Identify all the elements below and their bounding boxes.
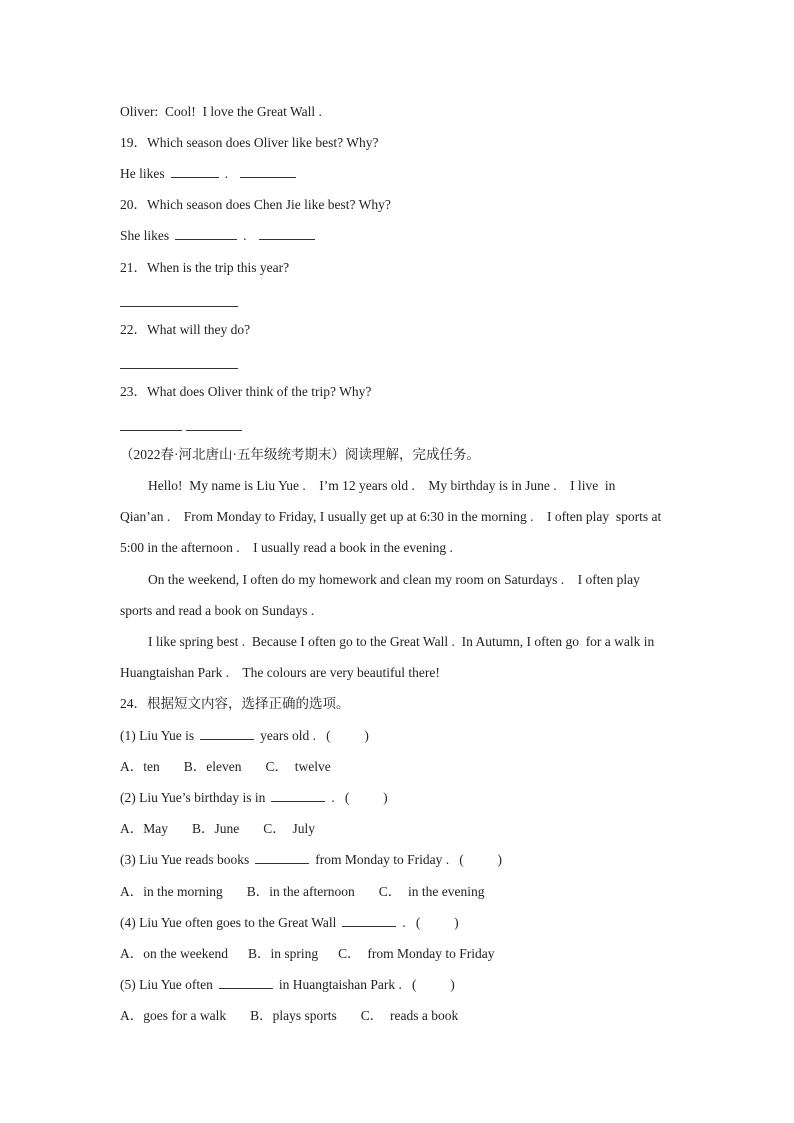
question-20: 20．Which season does Chen Jie like best? Why? xyxy=(120,197,391,212)
mc-options xyxy=(120,882,684,902)
answer-prefix: He likes xyxy=(120,166,165,181)
mc-question xyxy=(120,975,684,995)
mc-stem-tail: in Huangtaishan Park . ( ) xyxy=(278,977,455,992)
passage-line: On the weekend, I often do my homework and clean my room on Saturdays . I often play xyxy=(148,572,640,587)
mc-stem-tail: . ( ) xyxy=(331,790,388,805)
answer-blank[interactable] xyxy=(271,788,325,802)
passage-line: sports and read a book on Sundays . xyxy=(120,603,315,618)
passage-line: 5:00 in the afternoon . I usually read a book in the evening . xyxy=(120,540,453,555)
mc-stem-tail: . ( ) xyxy=(402,915,459,930)
mc-stem-tail: years old . ( ) xyxy=(260,728,369,743)
option-b[interactable]: B．June xyxy=(192,821,240,836)
passage-line: Hello! My name is Liu Yue . I’m 12 years old . My birthday is in June . I live in xyxy=(148,478,616,493)
question-24-instruction: 24．根据短文内容，选择正确的选项。 xyxy=(120,696,350,711)
answer-19: He likes . xyxy=(120,164,684,184)
option-a[interactable]: A．goes for a walk xyxy=(120,1008,227,1023)
answer-blank[interactable] xyxy=(255,850,309,864)
mc-options xyxy=(120,819,684,839)
option-b[interactable]: B．in the afternoon xyxy=(246,884,355,899)
mc-question xyxy=(120,913,684,933)
mc-options xyxy=(120,757,684,777)
answer-line-23b[interactable] xyxy=(186,430,242,431)
answer-blank[interactable] xyxy=(259,226,315,240)
mc-stem: (4) Liu Yue often goes to the Great Wall xyxy=(120,915,337,930)
passage-line: I like spring best . Because I often go to the Great Wall . In Autumn, I often go for a walk in xyxy=(148,634,655,649)
mc-stem: (5) Liu Yue often xyxy=(120,977,213,992)
answer-blank[interactable] xyxy=(342,913,396,927)
answer-blank[interactable] xyxy=(219,975,273,989)
question-22: 22．What will they do? xyxy=(120,322,251,337)
option-c[interactable]: C． in the evening xyxy=(378,884,485,899)
passage-line: Huangtaishan Park . The colours are very beautiful there! xyxy=(120,665,440,680)
option-c[interactable]: C． from Monday to Friday xyxy=(338,946,495,961)
section-header: （2022春·河北唐山·五年级统考期末）阅读理解，完成任务。 xyxy=(120,447,480,462)
mc-question xyxy=(120,850,684,870)
mc-stem: (2) Liu Yue’s birthday is in xyxy=(120,790,266,805)
mc-stem-tail: from Monday to Friday . ( ) xyxy=(315,852,502,867)
option-c[interactable]: C． reads a book xyxy=(360,1008,459,1023)
question-21: 21．When is the trip this year? xyxy=(120,260,290,275)
option-a[interactable]: A．on the weekend xyxy=(120,946,228,961)
answer-blank[interactable] xyxy=(200,726,254,740)
answer-line-23a[interactable] xyxy=(120,430,182,431)
mc-question xyxy=(120,788,684,808)
option-a[interactable]: A．in the morning xyxy=(120,884,223,899)
option-c[interactable]: C． July xyxy=(263,821,316,836)
option-b[interactable]: B．eleven xyxy=(183,759,242,774)
answer-line-22[interactable] xyxy=(120,368,238,369)
mc-question xyxy=(120,726,684,746)
answer-blank[interactable] xyxy=(171,164,219,178)
answer-blank[interactable] xyxy=(240,164,296,178)
mc-stem: (3) Liu Yue reads books xyxy=(120,852,250,867)
option-a[interactable]: A．May xyxy=(120,821,168,836)
dialogue-line: Oliver: Cool! I love the Great Wall . xyxy=(120,104,322,119)
answer-20: She likes . xyxy=(120,226,684,246)
passage-line: Qian’an . From Monday to Friday, I usually get up at 6:30 in the morning . I often play sports at xyxy=(120,509,662,524)
mc-stem: (1) Liu Yue is xyxy=(120,728,195,743)
question-19: 19．Which season does Oliver like best? Why? xyxy=(120,135,379,150)
answer-prefix: She likes xyxy=(120,228,170,243)
mc-options xyxy=(120,1006,684,1026)
question-23: 23．What does Oliver think of the trip? Why? xyxy=(120,384,372,399)
option-c[interactable]: C． twelve xyxy=(265,759,331,774)
answer-blank[interactable] xyxy=(175,226,237,240)
option-b[interactable]: B．plays sports xyxy=(250,1008,337,1023)
option-b[interactable]: B．in spring xyxy=(247,946,319,961)
mc-options xyxy=(120,944,684,964)
answer-line-21[interactable] xyxy=(120,306,238,307)
option-a[interactable]: A．ten xyxy=(120,759,160,774)
